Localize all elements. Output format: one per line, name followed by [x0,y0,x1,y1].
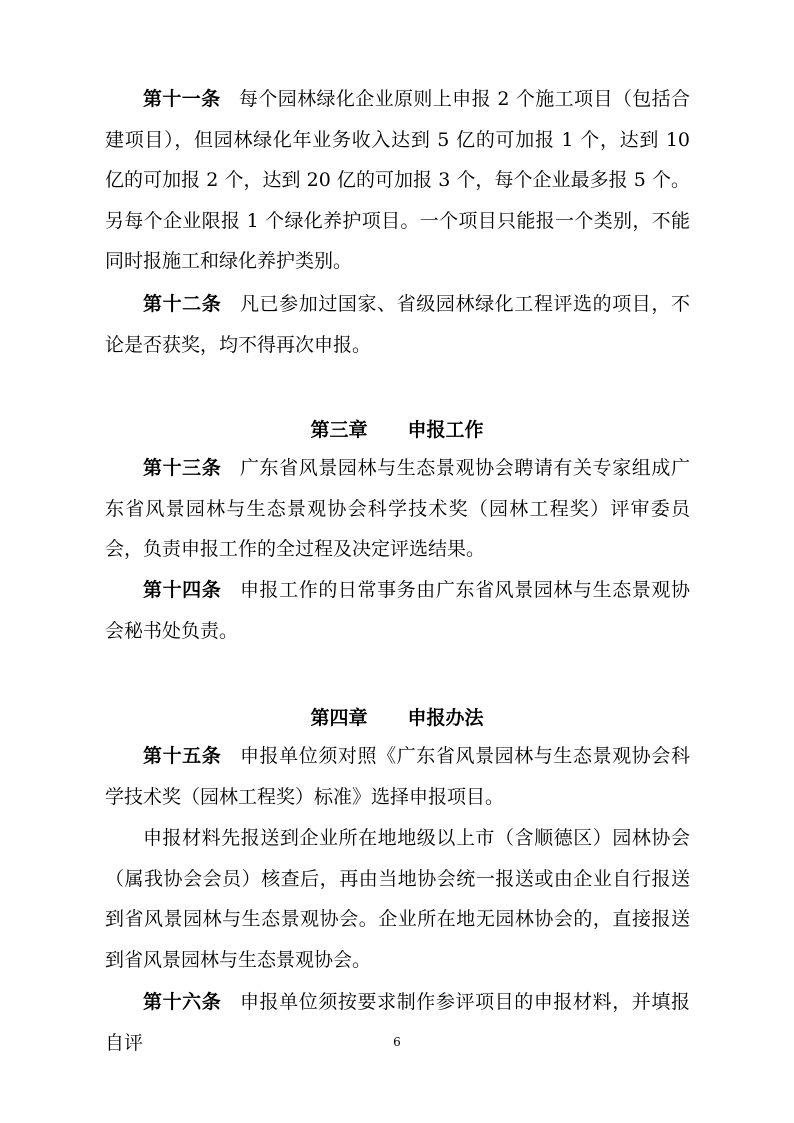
page-number: 6 [393,1035,401,1049]
chapter-number: 第四章 [310,707,368,729]
article-11 [105,79,690,282]
article-12 [105,284,690,365]
chapter-heading-3 [0,415,794,445]
article-label: 第十六条 [143,991,222,1013]
article-text: 申报单位须按要求制作参评项目的申报材料，并填报自评 [105,991,690,1054]
article-label: 第十三条 [143,457,222,479]
article-label: 第十四条 [143,579,222,601]
article-15-paragraph-2 [105,818,690,980]
article-text: 申报工作的日常事务由广东省风景园林与生态景观协会秘书处负责。 [105,579,690,642]
article-16 [105,982,690,1063]
article-label: 第十一条 [143,88,221,110]
paragraph-text: 申报材料先报送到企业所在地地级以上市（含顺德区）园林协会（属我协会会员）核查后，再由当地协会统一报送或由企业自行报送到省风景园林与生态景观协会。企业所在地无园林协会的，直接报送到省风景园林与生态景观协会。 [105,827,690,971]
article-label: 第十五条 [143,745,222,767]
article-14 [105,570,690,651]
article-label: 第十二条 [143,293,222,315]
article-text: 申报单位须对照《广东省风景园林与生态景观协会科学技术奖（园林工程奖）标准》选择申报项目。 [105,745,690,808]
chapter-number: 第三章 [310,419,368,441]
chapter-title: 申报办法 [407,707,484,729]
article-13 [105,448,690,570]
article-15 [105,736,690,817]
chapter-title: 申报工作 [407,419,484,441]
article-text: 每个园林绿化企业原则上申报 2 个施工项目（包括合建项目），但园林绿化年业务收入达到 5 亿的可加报 1 个，达到 10 亿的可加报 2 个，达到 20 亿的可加报 3 个，每个企业最多报 5 个。另每个企业限报 1 个绿化养护项目。一个项目只能报一个类别，不能同时报施工和绿化养护类别。 [105,88,690,272]
article-text: 广东省风景园林与生态景观协会聘请有关专家组成广东省风景园林与生态景观协会科学技术奖（园林工程奖）评审委员会，负责申报工作的全过程及决定评选结果。 [105,457,690,560]
chapter-heading-4 [0,703,794,733]
article-text: 凡已参加过国家、省级园林绿化工程评选的项目，不论是否获奖，均不得再次申报。 [105,293,690,356]
